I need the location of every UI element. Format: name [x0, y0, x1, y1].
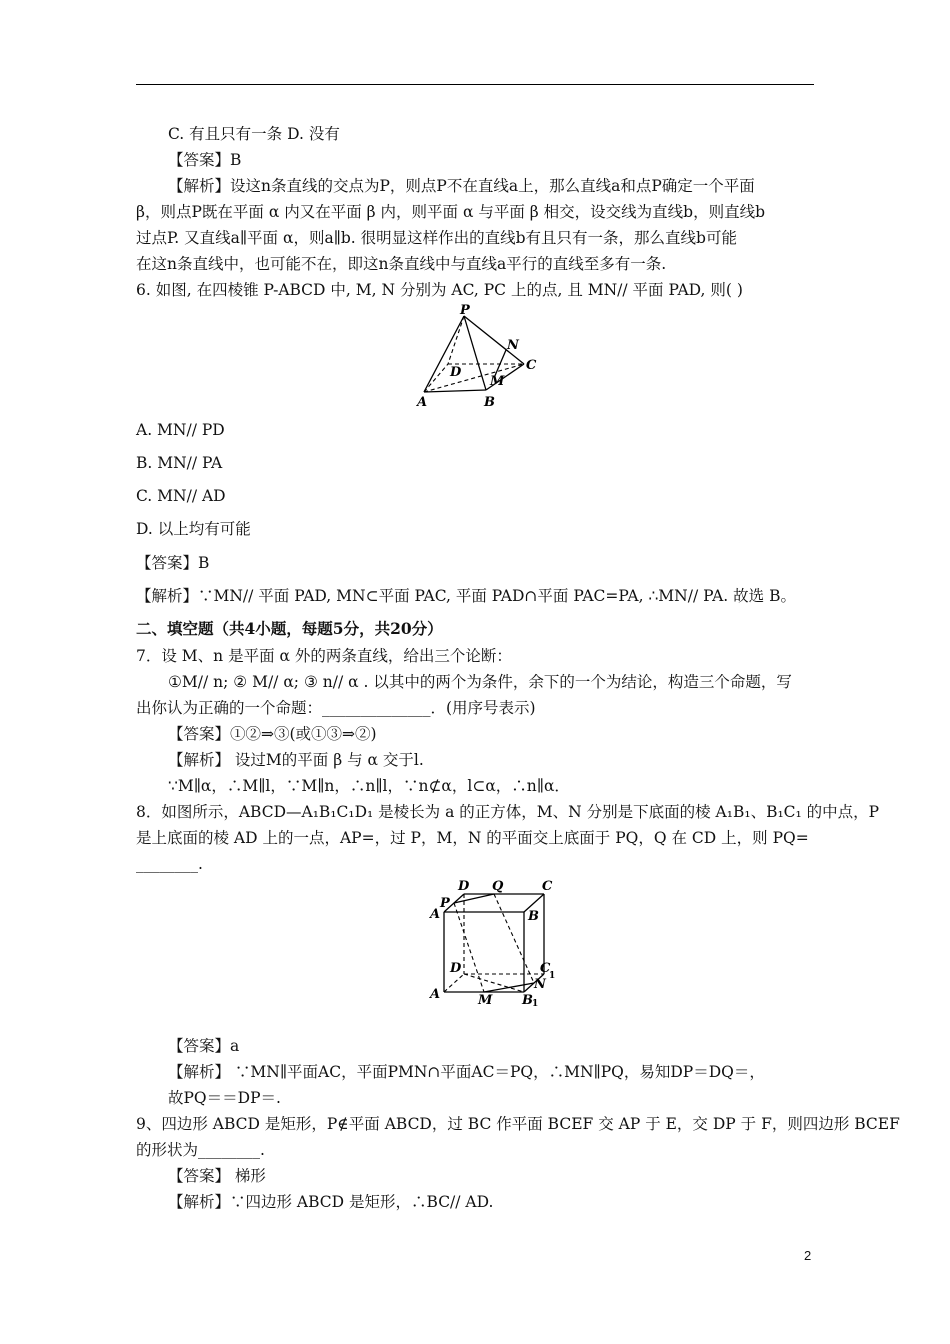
label-p: P	[440, 896, 450, 911]
label-b1-subscript: 1	[532, 999, 539, 1006]
label-a1: A	[430, 987, 441, 1002]
label-a: A	[430, 907, 441, 922]
edge-ab	[424, 390, 486, 392]
question-9-line: 的形状为________.	[136, 1141, 265, 1159]
label-d: D	[458, 879, 470, 894]
label-p: P	[460, 303, 470, 318]
section-heading: 二、填空题（共4小题，每题5分，共20分）	[136, 619, 443, 638]
option-c: C. MN// AD	[136, 487, 226, 505]
option-d: D. 以上均有可能	[136, 520, 251, 538]
label-b: B	[528, 909, 539, 924]
label-m: M	[478, 993, 493, 1006]
edge-pb	[464, 316, 486, 390]
cube-figure	[420, 876, 560, 1006]
diagonal-d1b1	[464, 974, 524, 992]
question-6: 6. 如图, 在四棱锥 P-ABCD 中, M, N 分别为 AC, PC 上的点, 且 MN// 平面 PAD, 则( )	[136, 281, 743, 299]
analysis-line: β，则点P既在平面 α 内又在平面 β 内，则平面 α 与平面 β 相交，设交线为直线b，则直线b	[136, 203, 766, 221]
analysis-line: 在这n条直线中，也可能不在，即这n条直线中与直线a平行的直线至多有一条.	[136, 255, 667, 273]
question-9: 9、四边形 ABCD 是矩形，P∉平面 ABCD，过 BC 作平面 BCEF 交 AP 于 E，交 DP 于 F，则四边形 BCEF	[136, 1115, 900, 1133]
diagonal-ac	[424, 364, 524, 392]
label-c: C	[526, 358, 537, 373]
analysis-line: 【解析】设这n条直线的交点为P，则点P不在直线a上，那么直线a和点P确定一个平面	[168, 177, 755, 195]
option-a: A. MN// PD	[136, 421, 225, 439]
question-7: 7．设 M、n 是平面 α 外的两条直线，给出三个论断：	[136, 647, 512, 665]
label-c1: C	[540, 961, 551, 976]
segment-qn	[494, 894, 534, 983]
analysis-line: ∵M∥α，∴M∥l，∵M∥n，∴n∥l，∵n⊄α，l⊂α，∴n∥α．	[168, 777, 570, 795]
label-d: D	[450, 365, 462, 380]
edge-pa	[424, 316, 464, 392]
cube-diagram	[420, 876, 560, 1006]
label-d1: D	[450, 961, 462, 976]
label-c: C	[542, 879, 553, 894]
answer-line: 【答案】a	[168, 1037, 240, 1055]
label-b1: B	[522, 993, 533, 1006]
analysis-line: 过点P. 又直线a∥平面 α，则a∥b. 很明显这样作出的直线b有且只有一条，那么直线b可能	[136, 229, 737, 247]
question-8: 8．如图所示，ABCD—A₁B₁C₁D₁ 是棱长为 a 的正方体，M、N 分别是下底面的棱 A₁B₁、B₁C₁ 的中点，P	[136, 803, 880, 821]
question-8-line: 是上底面的棱 AD 上的一点，AP=，过 P，M，N 的平面交上底面于 PQ，Q 在 CD 上，则 PQ=	[136, 829, 809, 847]
analysis-line: 【解析】 设过M的平面 β 与 α 交于l.	[168, 751, 424, 769]
segment-mn	[484, 983, 534, 992]
label-n: N	[534, 977, 546, 992]
option-line-c-d: C. 有且只有一条 D. 没有	[168, 125, 340, 143]
answer-line: 【答案】 梯形	[168, 1167, 266, 1185]
option-b: B. MN// PA	[136, 454, 223, 472]
header-rule	[136, 84, 814, 85]
answer-line: 【答案】B	[168, 151, 242, 169]
answer-line: 【答案】①②⇒③(或①③⇒②)	[168, 725, 377, 743]
answer-line: 【答案】B	[136, 554, 210, 572]
analysis-line: 【解析】 ∵MN∥平面AC，平面PMN∩平面AC＝PQ，∴MN∥PQ，易知DP＝DQ＝，	[168, 1063, 765, 1081]
analysis-line: 【解析】∵四边形 ABCD 是矩形，∴BC// AD.	[168, 1193, 494, 1211]
label-q: Q	[492, 879, 504, 894]
page-number: 2	[804, 1248, 812, 1263]
question-8-blank: ________.	[136, 855, 203, 873]
label-b: B	[484, 395, 495, 410]
edge-pd	[448, 316, 464, 364]
label-a: A	[417, 395, 428, 410]
question-7-line: ①M// n; ② M// α; ③ n// α . 以其中的两个为条件，余下的一个为结论，构造三个命题，写	[168, 673, 792, 691]
segment-pq	[454, 894, 494, 903]
analysis-line: 【解析】∵MN// 平面 PAD, MN⊂平面 PAC, 平面 PAD∩平面 PAC=PA, ∴MN// PA. 故选 B。	[136, 587, 796, 605]
label-c1-subscript: 1	[549, 971, 556, 981]
label-m: M	[490, 374, 505, 389]
label-n: N	[507, 338, 519, 353]
question-7-line: 出你认为正确的一个命题：______________．(用序号表示)	[136, 699, 536, 717]
pyramid-diagram	[410, 302, 550, 414]
edge-a1d1	[444, 974, 464, 992]
analysis-line: 故PQ＝＝DP＝.	[168, 1089, 281, 1107]
pyramid-figure	[410, 302, 550, 414]
